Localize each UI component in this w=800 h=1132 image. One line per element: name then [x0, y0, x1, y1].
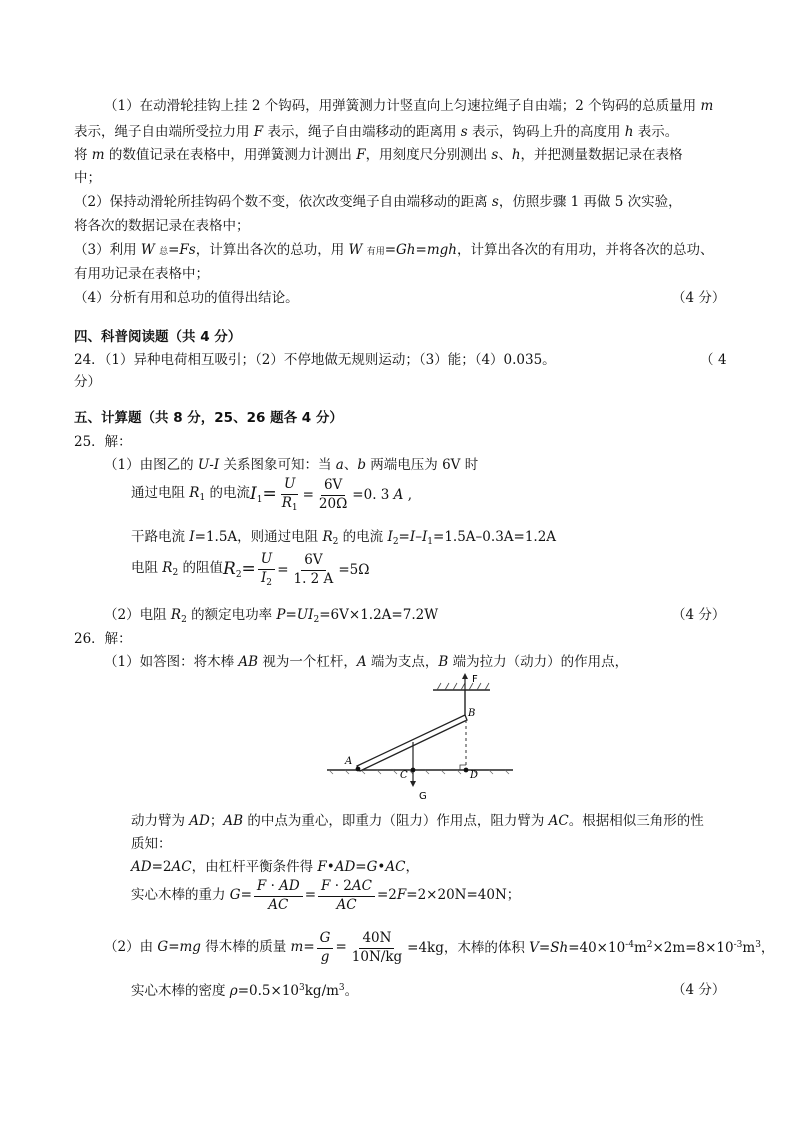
q25-current-formula: 通过电阻 $R_1$ 的电流 $I_1=$ $\frac{U}{R_1}$ = $\frac{6V}{20\Omega}$ =0. 3 A ,: [131, 476, 413, 513]
fraction-f-2ac-over-ac: $\frac{F \cdot 2AC}{AC}$: [318, 880, 375, 912]
step3-line-a: （3）利用 W 总=Fs，计算出各次的总功，用 W 有用=Gh=mgh，计算出各次的有用功，并将各次的总功、: [74, 242, 714, 258]
q26-part1: （1）如答图：将木棒 AB 视为一个杠杆，A 端为支点，B 端为拉力（动力）的作用点，: [104, 654, 629, 670]
label-c: C: [400, 770, 408, 781]
q26-arm-line-b: 质知：: [131, 836, 172, 852]
fraction-6v-over-1-2a: $\frac{6V}{1. 2 A}$: [293, 552, 334, 587]
q26-gravity-formula: 实心木棒的重力 G= $\frac{F \cdot AD}{AC}$ = $\frac{F \cdot 2AC}{AC}$ =2F=2×20N=40N；: [131, 878, 521, 913]
q25-label: 25．解：: [74, 434, 132, 450]
q26-density: 实心木棒的密度 $\rho=0.5\times 10^3kg/m^3$。: [131, 983, 359, 999]
label-b: B: [468, 708, 476, 719]
label-g: G: [419, 791, 427, 802]
fraction-6v-over-20ohm: $\frac{6V}{20\Omega}$: [318, 477, 348, 512]
q26-score: （4 分）: [672, 982, 726, 998]
step2-line-b: 将各次的数据记录在表格中；: [74, 218, 250, 234]
q25-score: （4 分）: [672, 607, 726, 623]
label-d: D: [470, 770, 479, 781]
point-d: [464, 768, 469, 773]
gravity-result: =2F=2×20N=40N；: [376, 887, 521, 904]
step1-line-d: 中；: [74, 170, 101, 186]
force-f-arrowhead: [462, 673, 468, 679]
q25-part2: （2）电阻 $R_2$ 的额定电功率 $P=UI_2=6V\times 1.2A=7.2W$: [104, 607, 439, 625]
step1-line-b: 表示，绳子自由端所受拉力用 F 表示，绳子自由端移动的距离用 s 表示，钩码上升的高度用 h 表示。: [74, 124, 679, 140]
step1-line-a: （1）在动滑轮挂钩上挂 2 个钩码，用弹簧测力计竖直向上匀速拉绳子自由端；2 个钩码的总质量用 m: [104, 98, 714, 114]
point-a: [356, 767, 361, 772]
q25-branch-current: 干路电流 I=1.5A，则通过电阻 $R_2$ 的电流 $I_2=I-I_1=1.5A-0.3A=1.2A$: [131, 529, 557, 547]
q24-answer: 24．（1）异种电荷相互吸引；（2）不停地做无规则运动；（3）能；（4）0.035。: [74, 352, 556, 368]
q24-score-num: 4: [718, 352, 727, 368]
fraction-u-over-r1: $\frac{U}{R_1}$: [281, 476, 298, 513]
point-c: [411, 768, 416, 773]
q25-part1: （1）由图乙的 U-I 关系图象可知：当 a、b 两端电压为 6V 时: [104, 457, 479, 473]
resistance-result: =5Ω: [338, 561, 370, 578]
wooden-rod: [357, 715, 467, 771]
mass-volume-result: =4kg，木棒的体积 $V=Sh=40\times 10^{-4}m^2\times 2m=8\times 10^{-3}m^3$，: [407, 939, 775, 956]
q25-resistance-formula: 电阻 $R_2$ 的阻值 $R_2=$ $\frac{U}{I_2}$ = $\frac{6V}{1. 2 A}$ =5Ω: [131, 551, 370, 588]
q26-arm-line-a: 动力臂为 AD；AB 的中点为重心，即重力（阻力）作用点，阻力臂为 AC。根据相似三角形的性: [131, 813, 704, 829]
q24-score-close: 分）: [74, 374, 101, 390]
step1-line-c: 将 m 的数值记录在表格中，用弹簧测力计测出 F，用刻度尺分别测出 s、h，并把测量数据记录在表格: [74, 147, 683, 163]
step3-line-b: 有用功记录在表格中；: [74, 266, 209, 282]
section5-heading: 五、计算题（共 8 分，25、26 题各 4 分）: [74, 410, 343, 426]
label-a: A: [345, 756, 353, 767]
section4-heading: 四、科普阅读题（共 4 分）: [74, 329, 242, 345]
q24-score-open: （: [700, 352, 714, 368]
fraction-u-over-i2: $\frac{U}{I_2}$: [258, 553, 275, 588]
q26-part2: （2）由 G=mg 得木棒的质量 m= $\frac{G}{g}$ = $\frac{40N}{10N/kg}$ =4kg，木棒的体积 $V=Sh=40\times 10^{-4}m^2\times 2m=8\times 10^{-3}m^3$，: [104, 930, 775, 965]
fraction-40n-over-10nkg: $\frac{40N}{10N/kg}$: [351, 930, 403, 965]
current-result: =0. 3 A ,: [352, 486, 413, 503]
step2-line-a: （2）保持动滑轮所挂钩码个数不变，依次改变绳子自由端移动的距离 s，仿照步骤 1 再做 5 次实验，: [74, 194, 682, 210]
q26-balance-eq: AD=2AC，由杠杆平衡条件得 F•AD=G•AC，: [131, 859, 419, 875]
step4-score: （4 分）: [672, 290, 726, 306]
step4-line: （4）分析有用和总功的值得出结论。: [74, 290, 299, 306]
fraction-f-ad-over-ac: $\frac{F \cdot AD}{AC}$: [254, 880, 303, 912]
q26-label: 26．解：: [74, 631, 132, 647]
label-f: F: [472, 674, 478, 685]
lever-diagram: [325, 672, 515, 802]
gravity-arrowhead: [410, 781, 416, 787]
ceiling-hatch: [437, 683, 489, 690]
fraction-g-over-g: $\frac{G}{g}$: [317, 932, 334, 964]
